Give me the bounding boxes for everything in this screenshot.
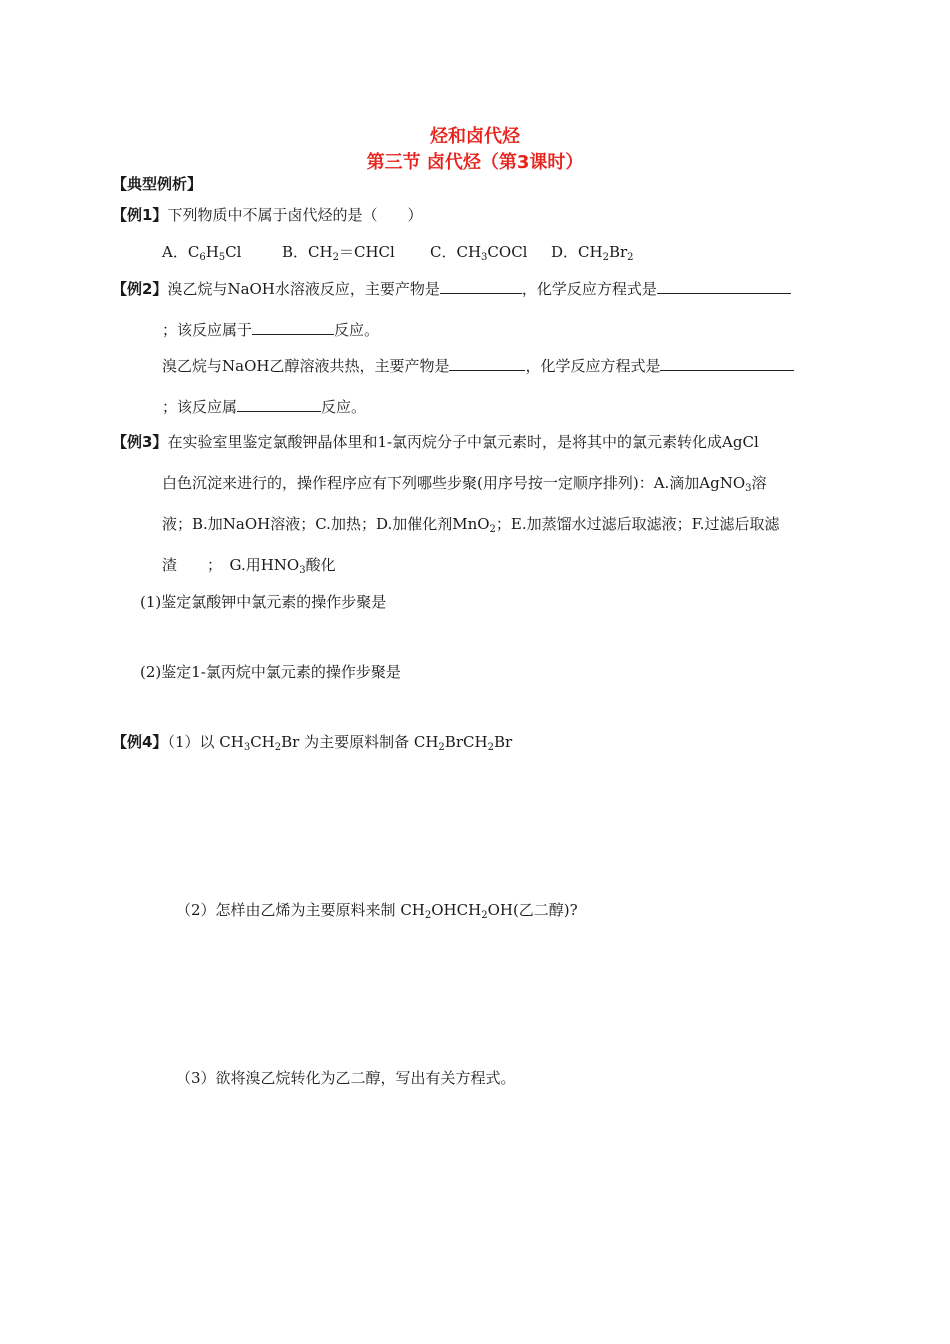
example-3-label: 【例3】 xyxy=(112,433,168,451)
example-1-option-b: B．$CH_2=CHCl$ xyxy=(282,243,395,263)
example-3-question-2: (2)鉴定1-氯丙烷中氯元素的操作步聚是 xyxy=(140,663,401,681)
example-1-option-a: A．$C_6H_5Cl$ xyxy=(162,243,242,263)
example-3-line-4: 渣 ； G.用$HNO_3$酸化 xyxy=(162,556,336,576)
example-3-line-2: 白色沉淀来进行的，操作程序应有下列哪些步聚(用序号按一定顺序排列)：A.滴加AgNO$_3$溶 xyxy=(162,474,767,494)
answer-blank xyxy=(252,319,334,335)
document-title: 烃和卤代烃 xyxy=(430,126,520,147)
example-4-question-3: （3）欲将溴乙烷转化为乙二醇，写出有关方程式。 xyxy=(176,1069,516,1087)
example-3-line-3: 液；B.加NaOH溶液；C.加热；D.加催化剂MnO$_2$；E.加蒸馏水过滤后取滤液；F.过滤后取滤 xyxy=(162,515,780,535)
answer-blank xyxy=(237,396,321,412)
section-heading: 【典型例析】 xyxy=(112,175,203,193)
example-4-question-1: 【例4】（1）以 $CH_3CH_2Br$ 为主要原料制备 $CH_2BrCH_2Br$ xyxy=(112,733,513,753)
document-subtitle: 第三节 卤代烃（第3课时） xyxy=(366,152,584,173)
answer-blank xyxy=(660,355,794,371)
example-1-question xyxy=(112,205,422,225)
answer-blank xyxy=(440,278,522,294)
example-1-option-d: D．$CH_2Br_2$ xyxy=(551,243,634,263)
example-4-question-2: （2）怎样由乙烯为主要原料来制 $CH_2OHCH_2OH$(乙二醇)? xyxy=(176,901,578,921)
example-3-line-1: 【例3】在实验室里鉴定氯酸钾晶体里和1-氯丙烷分子中氯元素时，是将其中的氯元素转化成AgCl xyxy=(112,433,759,451)
example-3-question-1: (1)鉴定氯酸钾中氯元素的操作步聚是 xyxy=(140,593,387,611)
example-1-label: 【例1】 xyxy=(112,206,168,224)
example-1-option-c: C．$CH_3COCl$ xyxy=(430,243,528,263)
example-2-line-3: 溴乙烷与NaOH乙醇溶液共热，主要产物是 ，化学反应方程式是 xyxy=(162,355,794,376)
example-1-text: 下列物质中不属于卤代烃的是（ ） xyxy=(167,206,423,224)
answer-blank xyxy=(449,355,525,371)
example-4-label: 【例4】 xyxy=(112,733,168,751)
answer-blank xyxy=(657,278,791,294)
example-2-line-4: ；该反应属 反应。 xyxy=(162,398,367,416)
example-2-line-1: 【例2】溴乙烷与NaOH水溶液反应，主要产物是 ，化学反应方程式是 xyxy=(112,278,791,299)
example-2-label: 【例2】 xyxy=(112,280,168,298)
example-2-line-2: ；该反应属于 反应。 xyxy=(162,321,380,339)
